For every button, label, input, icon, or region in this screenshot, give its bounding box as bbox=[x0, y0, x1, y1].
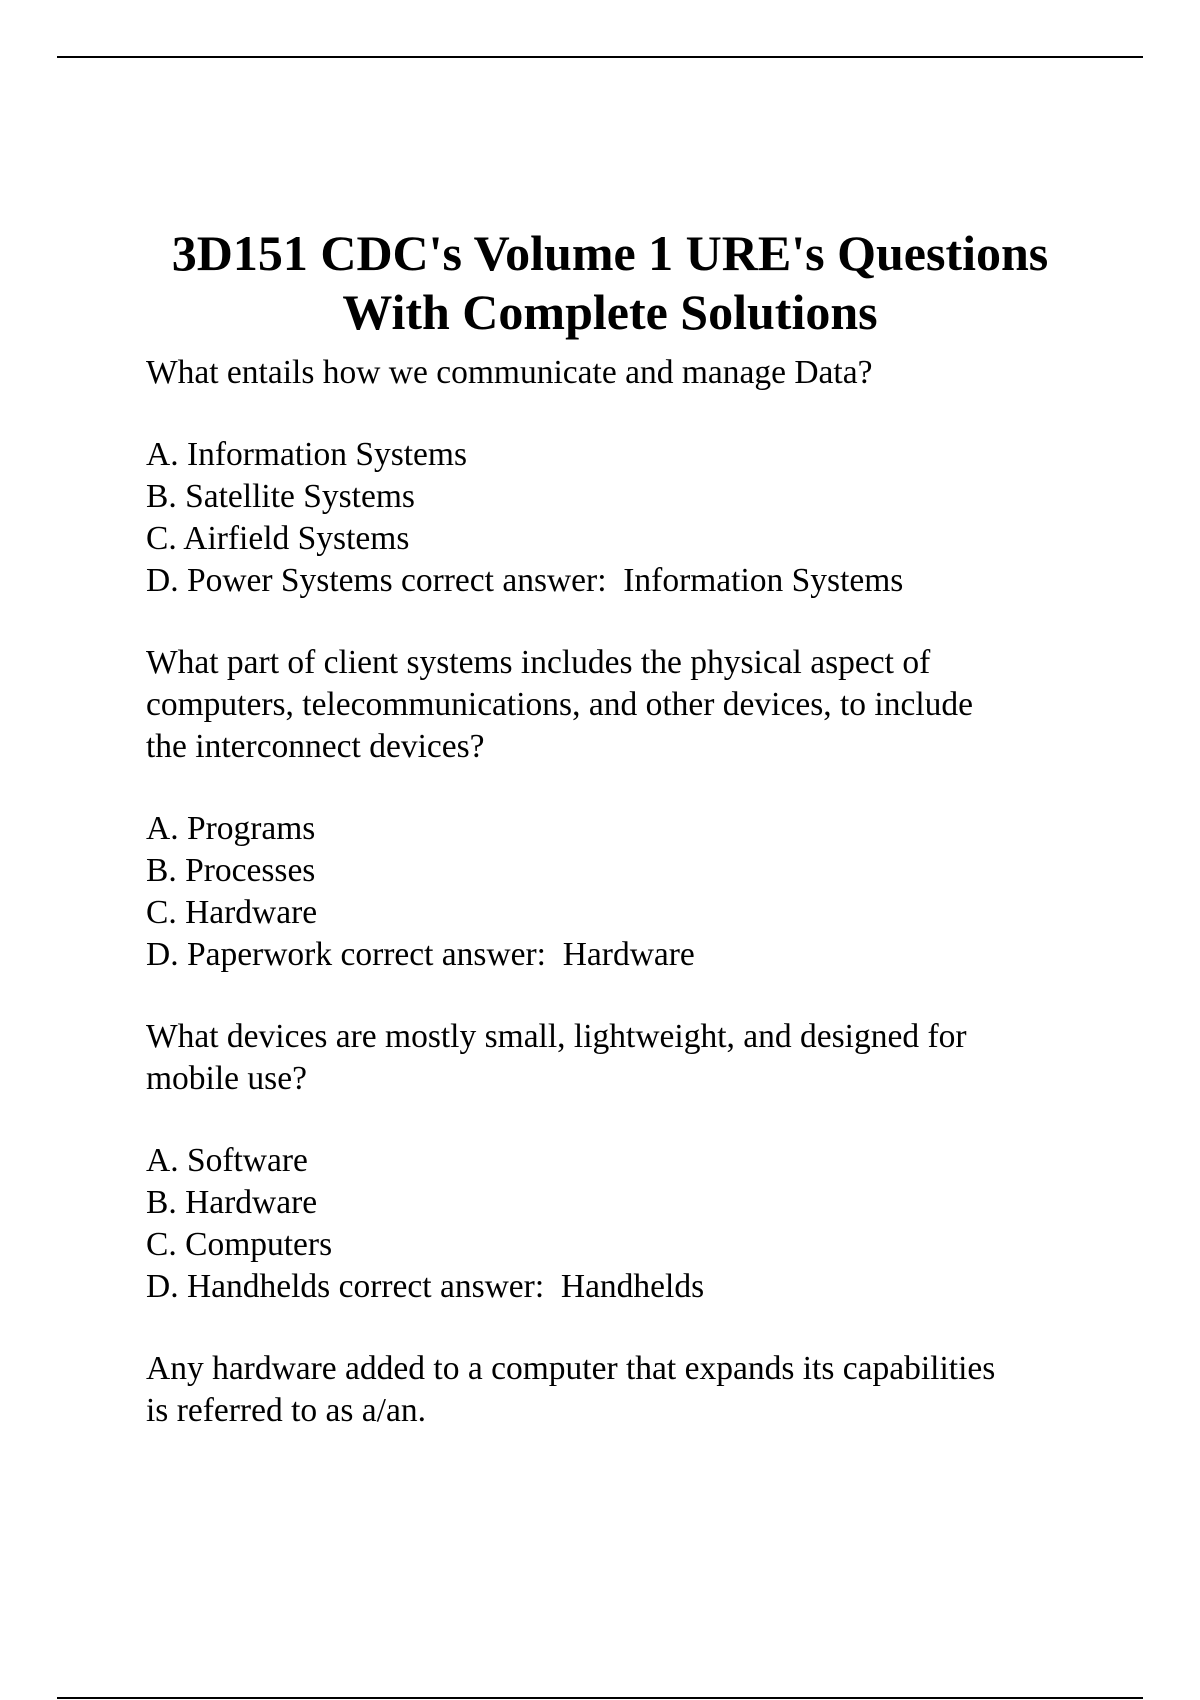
correct-answer: Information Systems bbox=[623, 562, 904, 599]
option-a: A. Programs bbox=[146, 810, 316, 847]
option-c: C. Computers bbox=[146, 1226, 333, 1263]
answer-label: correct answer: bbox=[340, 936, 546, 973]
option-d-with-answer bbox=[146, 1266, 1106, 1308]
correct-answer: Handhelds bbox=[560, 1268, 705, 1305]
option-b: B. Processes bbox=[146, 852, 316, 889]
header-rule bbox=[57, 56, 1143, 58]
question-text bbox=[146, 352, 1106, 394]
option-d-with-answer bbox=[146, 934, 1106, 976]
option-a: A. Information Systems bbox=[146, 436, 468, 473]
question-text bbox=[146, 1016, 1106, 1100]
answer-options bbox=[146, 1140, 1106, 1308]
question-line: the interconnect devices? bbox=[146, 728, 485, 765]
option-b: B. Satellite Systems bbox=[146, 478, 415, 515]
question-line: computers, telecommunications, and other devices, to include bbox=[146, 686, 974, 723]
answer-label: correct answer: bbox=[338, 1268, 545, 1305]
question-block bbox=[146, 642, 1106, 976]
answer-options bbox=[146, 434, 1106, 602]
question-block bbox=[146, 352, 1106, 602]
option-c: C. Airfield Systems bbox=[146, 520, 410, 557]
question-block bbox=[146, 1348, 1106, 1432]
document-body bbox=[146, 352, 1106, 1472]
option-d-with-answer bbox=[146, 560, 1106, 602]
question-line: What part of client systems includes the physical aspect of bbox=[146, 644, 931, 681]
title-line: 3D151 CDC's Volume 1 URE's Questions bbox=[171, 224, 1049, 281]
question-line: is referred to as a/an. bbox=[146, 1392, 426, 1429]
question-line: Any hardware added to a computer that expands its capabilities bbox=[146, 1350, 996, 1387]
question-line: mobile use? bbox=[146, 1060, 307, 1097]
question-text bbox=[146, 1348, 1106, 1432]
option-b: B. Hardware bbox=[146, 1184, 318, 1221]
document-title bbox=[60, 224, 1160, 342]
title-line: With Complete Solutions bbox=[342, 283, 878, 340]
question-line: What entails how we communicate and manage Data? bbox=[146, 354, 873, 391]
question-line: What devices are mostly small, lightweight, and designed for bbox=[146, 1018, 967, 1055]
option-c: C. Hardware bbox=[146, 894, 318, 931]
footer-rule bbox=[57, 1697, 1143, 1699]
question-block bbox=[146, 1016, 1106, 1308]
option-d: D. Handhelds bbox=[146, 1268, 331, 1305]
question-text bbox=[146, 642, 1106, 768]
correct-answer: Hardware bbox=[562, 936, 695, 973]
option-a: A. Software bbox=[146, 1142, 308, 1179]
option-d: D. Paperwork bbox=[146, 936, 333, 973]
answer-options bbox=[146, 808, 1106, 976]
option-d: D. Power Systems bbox=[146, 562, 393, 599]
answer-label: correct answer: bbox=[400, 562, 607, 599]
